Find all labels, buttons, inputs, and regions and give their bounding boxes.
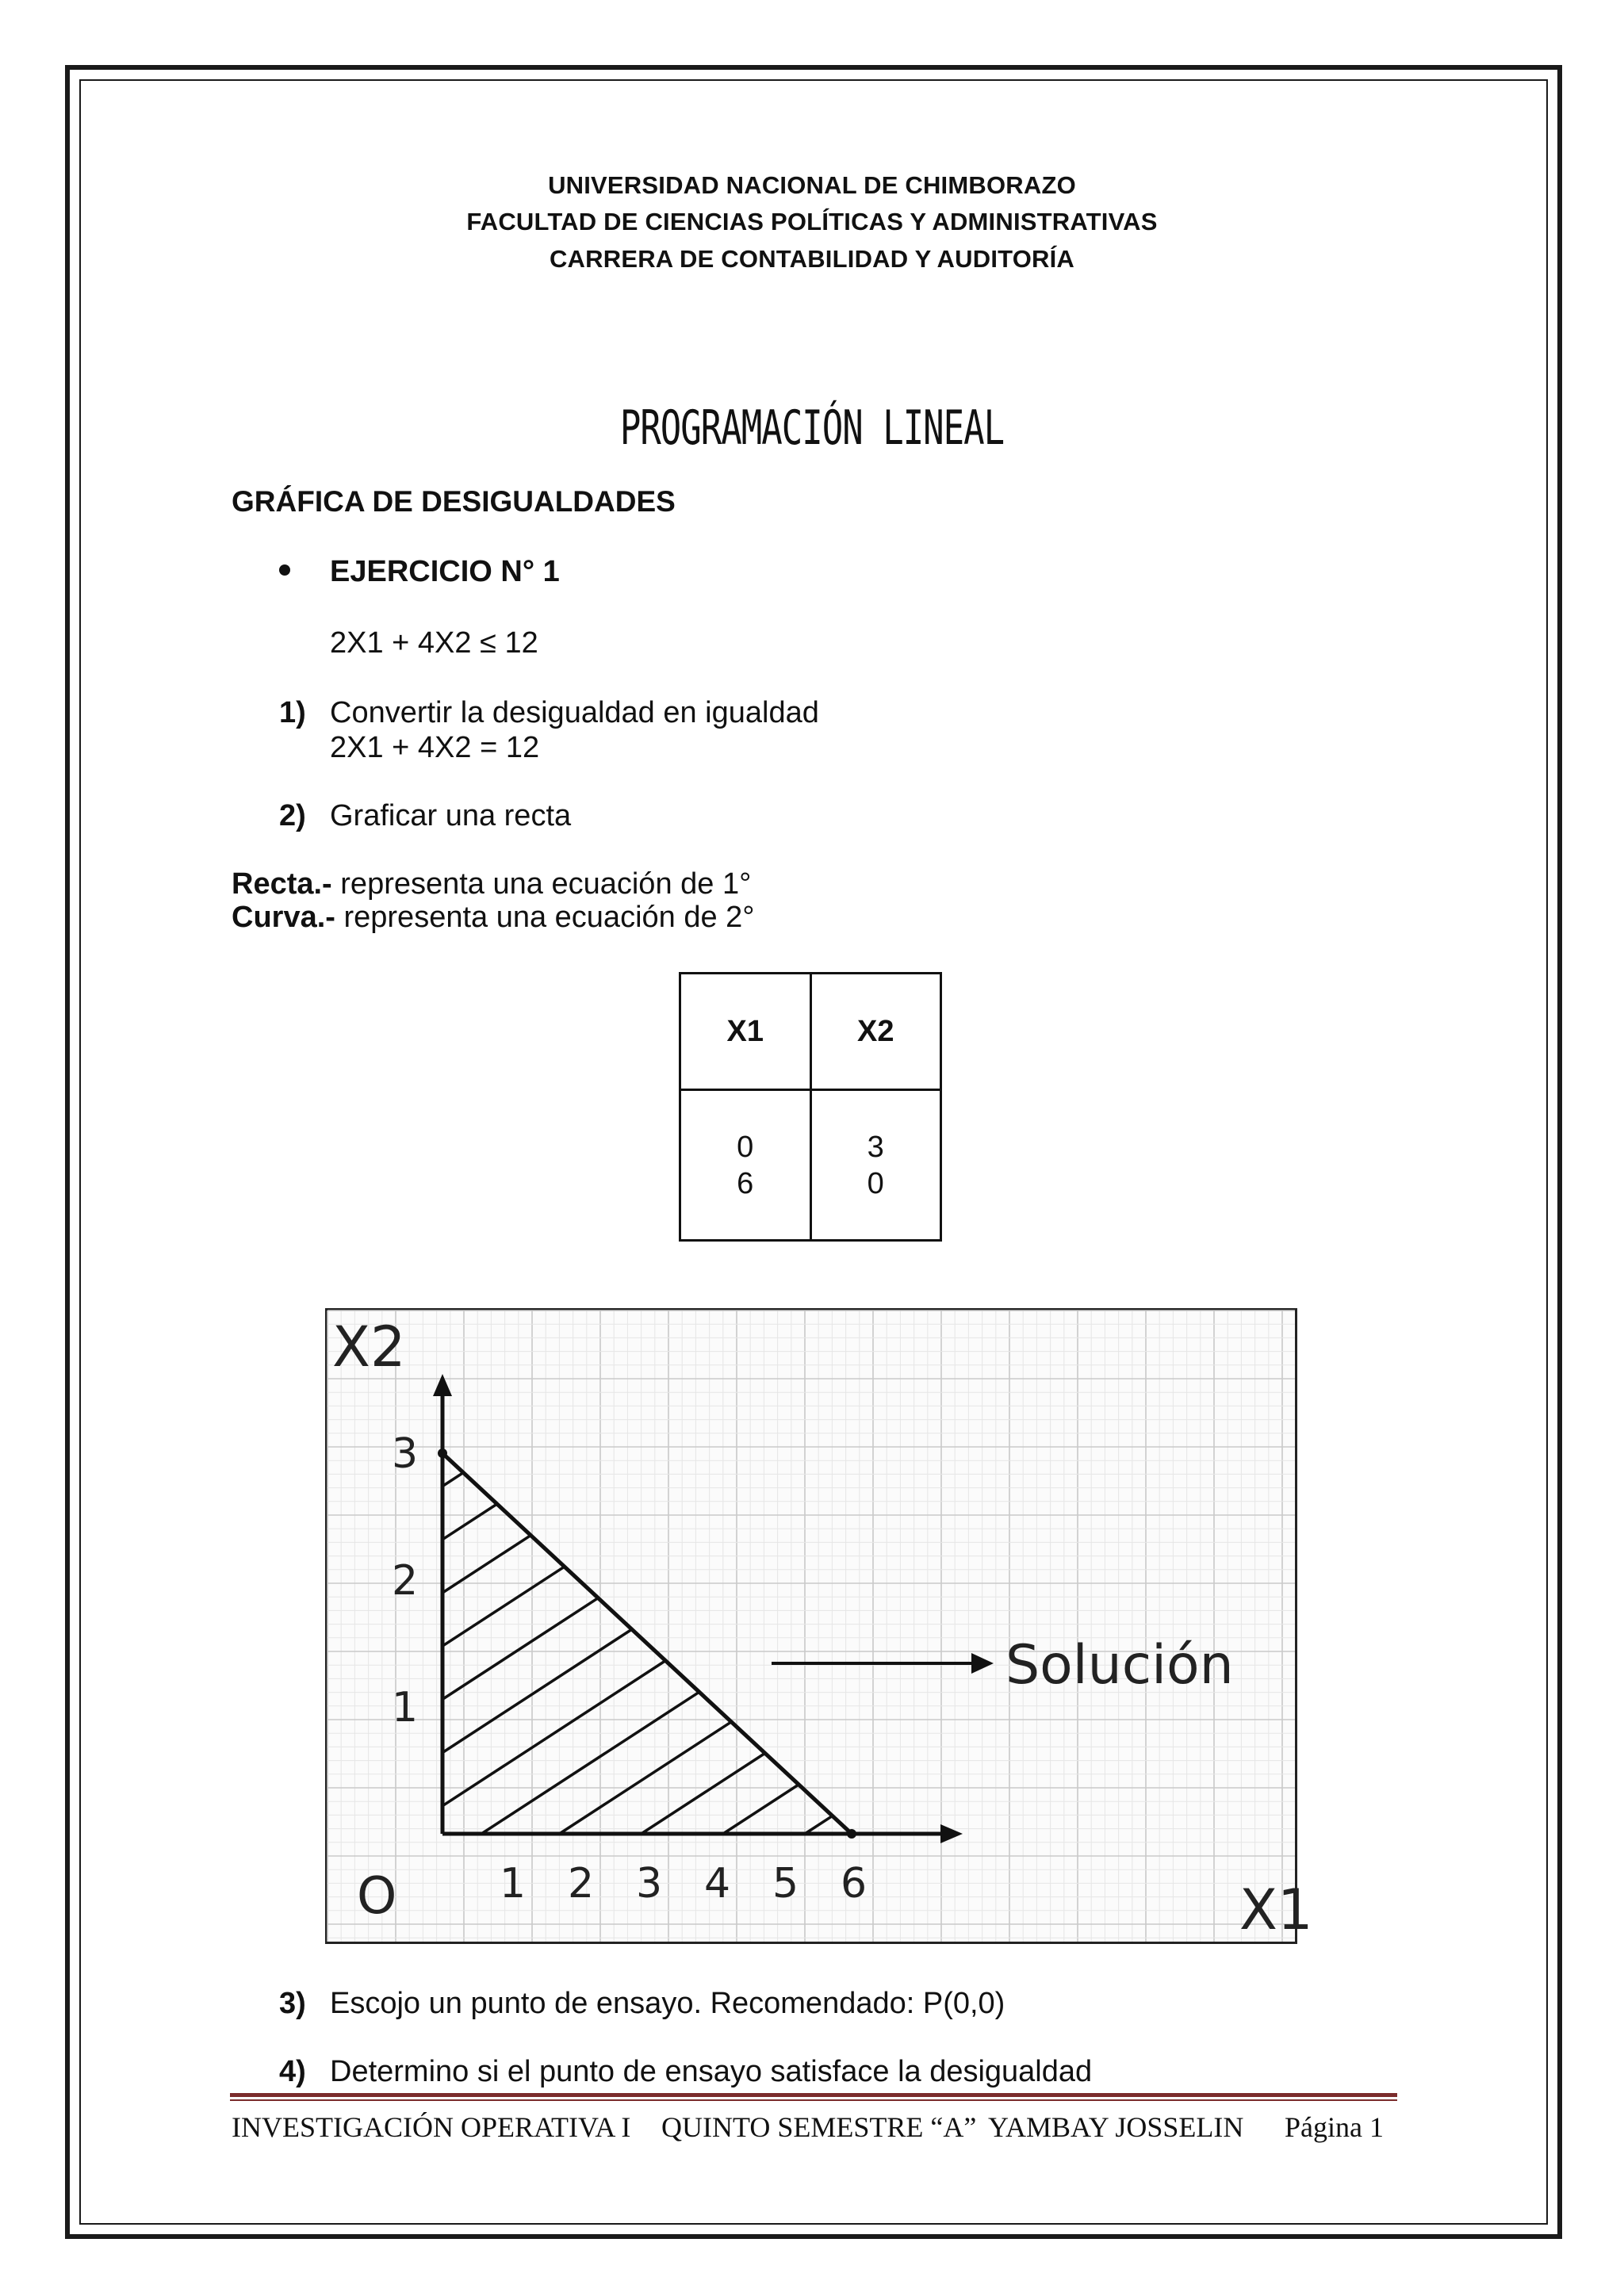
step-number: 4) <box>279 2055 306 2088</box>
step-text: Escojo un punto de ensayo. Recomendado: P(0,0) <box>330 1987 1005 2020</box>
hatch-line <box>723 1785 799 1834</box>
origin-label: O <box>357 1867 397 1926</box>
step-number: 2) <box>279 799 306 832</box>
definition-term: Recta.- <box>232 867 332 901</box>
hatch-line <box>442 1629 632 1752</box>
footer-page: Página 1 <box>1285 2111 1384 2143</box>
inequality: 2X1 + 4X2 ≤ 12 <box>330 626 538 660</box>
career-name: CARRERA DE CONTABILIDAD Y AUDITORÍA <box>549 245 1075 273</box>
table-header-x2: X2 <box>810 974 941 1090</box>
definition-curva <box>232 901 755 935</box>
y-tick-labels <box>392 1430 418 1732</box>
table-header-x1: X1 <box>680 974 811 1090</box>
hatch-line <box>559 1722 731 1834</box>
x-tick-labels <box>500 1860 867 1908</box>
y-axis-label: X2 <box>332 1314 406 1380</box>
y-tick-label: 3 <box>392 1430 419 1478</box>
x-tick-label: 2 <box>568 1860 595 1908</box>
y-axis-arrow <box>433 1374 452 1396</box>
table-value: 3 <box>867 1130 884 1164</box>
x-tick-label: 6 <box>841 1860 868 1908</box>
intercept-point-x1 <box>847 1829 856 1839</box>
hatch-line <box>442 1504 497 1540</box>
footer-rule-thin <box>230 2099 1397 2101</box>
step-text: Convertir la desigualdad en igualdad <box>330 696 819 729</box>
definition-recta <box>232 867 751 901</box>
x-tick-label: 4 <box>704 1860 731 1908</box>
intercept-point-x2 <box>438 1448 447 1458</box>
hatch-line <box>442 1536 530 1593</box>
solution-hatching <box>442 1472 833 1834</box>
bullet-dot <box>279 564 290 576</box>
x-tick-label: 5 <box>772 1860 799 1908</box>
footer-course: INVESTIGACIÓN OPERATIVA I <box>232 2111 631 2143</box>
hatch-line <box>442 1472 463 1486</box>
equality: 2X1 + 4X2 = 12 <box>330 731 540 764</box>
hatch-line <box>442 1567 565 1646</box>
table-cell-x2 <box>810 1090 941 1241</box>
inequality-graph <box>325 1308 1313 1944</box>
y-tick-label: 1 <box>392 1684 419 1732</box>
section-heading: GRÁFICA DE DESIGUALDADES <box>232 485 676 518</box>
graph-svg <box>327 1311 1313 1942</box>
page-title: PROGRAMACIÓN LINEAL <box>619 401 1005 456</box>
table-value: 0 <box>867 1166 884 1200</box>
definition-text: representa una ecuación de 2° <box>335 901 755 934</box>
x-axis-arrow <box>940 1824 963 1843</box>
y-tick-label: 2 <box>392 1557 419 1605</box>
footer-rule <box>230 2093 1397 2097</box>
x-tick-label: 3 <box>636 1860 663 1908</box>
step-number: 3) <box>279 1987 306 2020</box>
step-text: Graficar una recta <box>330 799 572 832</box>
exercise-label: EJERCICIO N° 1 <box>330 555 560 588</box>
definition-term: Curva.- <box>232 901 335 934</box>
faculty-name: FACULTAD DE CIENCIAS POLÍTICAS Y ADMINISTRATIVAS <box>466 208 1158 235</box>
table-value: 6 <box>737 1166 754 1200</box>
footer-semester: QUINTO SEMESTRE “A” <box>661 2111 977 2143</box>
hatch-line <box>442 1598 598 1700</box>
coordinates-table <box>679 972 942 1242</box>
table-value: 0 <box>737 1130 754 1164</box>
step-text: Determino si el punto de ensayo satisface la desigualdad <box>330 2055 1093 2088</box>
solution-annotation: Solución <box>1005 1634 1234 1697</box>
hatch-line <box>642 1753 765 1834</box>
table-cell-x1 <box>680 1090 811 1241</box>
step-number: 1) <box>279 696 306 729</box>
x-axis-label: X1 <box>1239 1877 1313 1942</box>
definition-text: representa una ecuación de 1° <box>331 867 752 901</box>
footer-author: YAMBAY JOSSELIN <box>988 2111 1244 2143</box>
x-tick-label: 1 <box>500 1860 527 1908</box>
university-name: UNIVERSIDAD NACIONAL DE CHIMBORAZO <box>548 171 1076 199</box>
